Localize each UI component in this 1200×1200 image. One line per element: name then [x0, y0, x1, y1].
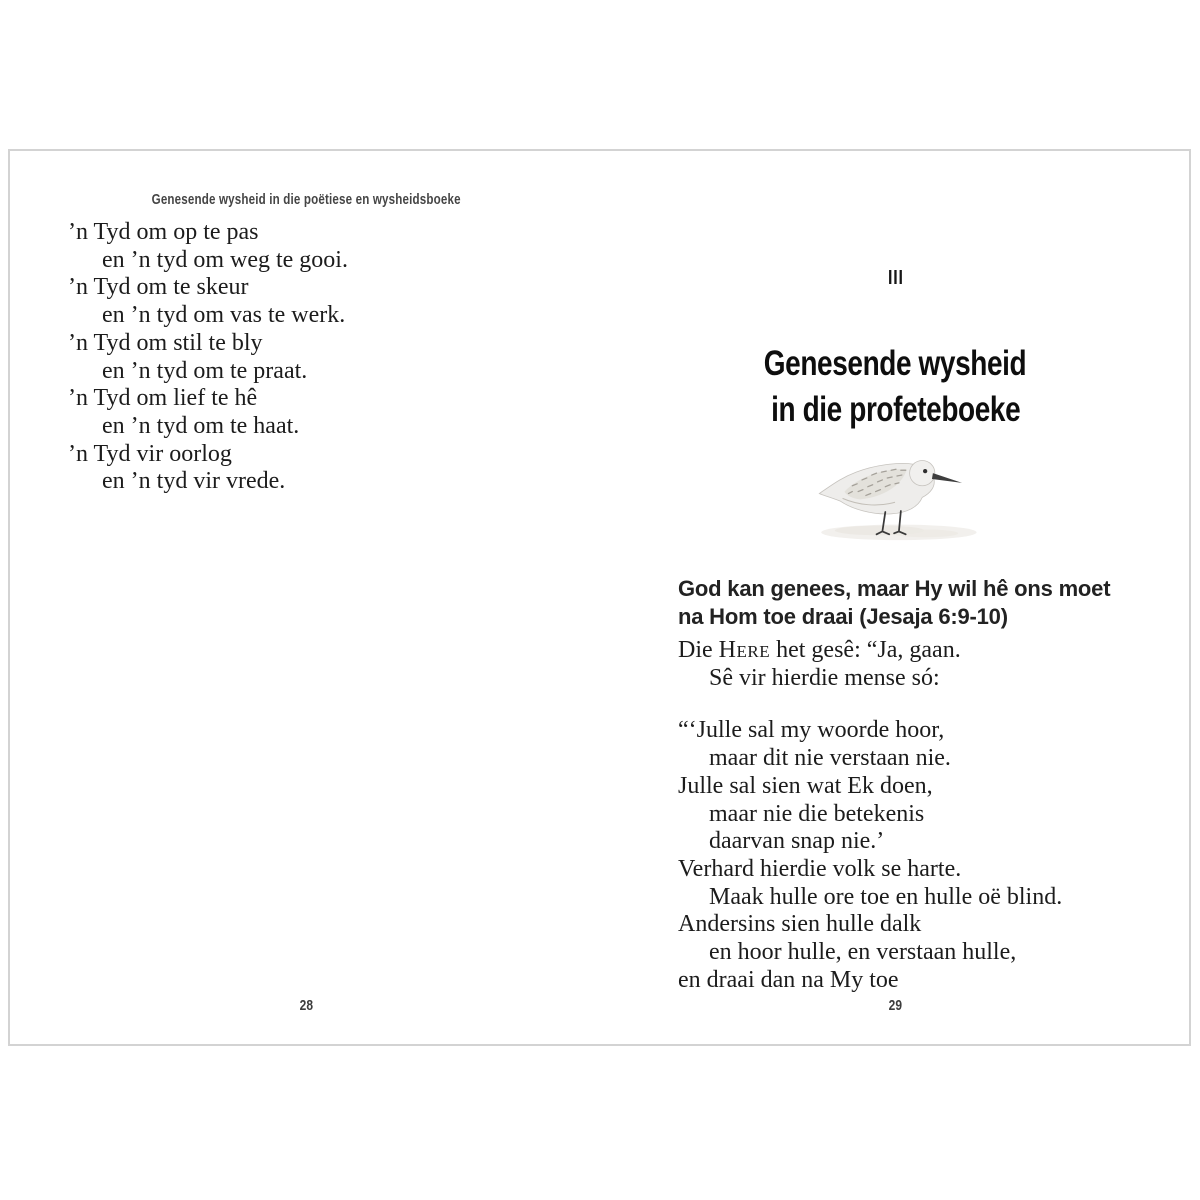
- poem-line: ’n Tyd om lief te hê: [68, 385, 258, 412]
- scripture-intro: [678, 637, 1158, 692]
- scripture-text-block: [678, 575, 1158, 994]
- verse-line: daarvan snap nie.’: [709, 828, 885, 855]
- chapter-title: [602, 341, 1189, 433]
- sandpiper-bird-illustration: [812, 443, 980, 545]
- page-number-right: 29: [888, 997, 903, 1014]
- right-page: [602, 151, 1189, 1044]
- chapter-title-line: Genesende wysheid: [764, 344, 1027, 383]
- chapter-number: III: [887, 267, 904, 289]
- poem-line: ’n Tyd om stil te bly: [68, 329, 263, 356]
- poem-ecclesiastes: [68, 219, 348, 496]
- verse-line: “‘Julle sal my woorde hoor,: [678, 717, 945, 744]
- poem-line: en ’n tyd om te haat.: [102, 412, 300, 439]
- verse-line: en hoor hulle, en verstaan hulle,: [709, 939, 1017, 966]
- verse-line: maar dit nie verstaan nie.: [709, 745, 951, 772]
- sandpiper-bird-icon: [812, 443, 980, 545]
- divine-name-smallcaps: Here: [718, 637, 771, 663]
- verse-line: Andersins sien hulle dalk: [678, 911, 922, 938]
- page-frame: [8, 149, 1191, 1046]
- page-number-left: 28: [299, 997, 313, 1014]
- section-heading: [678, 575, 1158, 630]
- poem-line: en ’n tyd om te praat.: [102, 357, 308, 384]
- poem-line: en ’n tyd om vas te werk.: [102, 302, 346, 329]
- poem-line: en ’n tyd om weg te gooi.: [102, 246, 348, 273]
- poem-line: ’n Tyd om op te pas: [68, 219, 259, 245]
- poem-line: en ’n tyd vir vrede.: [102, 468, 286, 495]
- scripture-verse: [678, 717, 1158, 994]
- verse-line: Julle sal sien wat Ek doen,: [678, 772, 933, 799]
- intro-line: Die Here het gesê: “Ja, gaan.: [678, 637, 961, 663]
- running-header: [10, 192, 602, 208]
- running-header-text: Genesende wysheid in die poëtiese en wysheidsboeke: [151, 192, 461, 208]
- section-heading-line: God kan genees, maar Hy wil hê ons moet: [678, 576, 1111, 601]
- intro-line: Sê vir hierdie mense só:: [709, 664, 940, 691]
- poem-line: ’n Tyd vir oorlog: [68, 440, 232, 467]
- verse-line: Maak hulle ore toe en hulle oë blind.: [709, 883, 1063, 910]
- chapter-title-line: in die profeteboeke: [770, 390, 1021, 429]
- verse-line: en draai dan na My toe: [678, 966, 899, 993]
- left-page: [10, 151, 602, 1044]
- section-heading-line: na Hom toe draai (Jesaja 6:9-10): [678, 603, 1008, 629]
- verse-line: maar nie die betekenis: [709, 800, 925, 827]
- poem-line: ’n Tyd om te skeur: [68, 274, 249, 301]
- verse-line: Verhard hierdie volk se harte.: [678, 855, 962, 882]
